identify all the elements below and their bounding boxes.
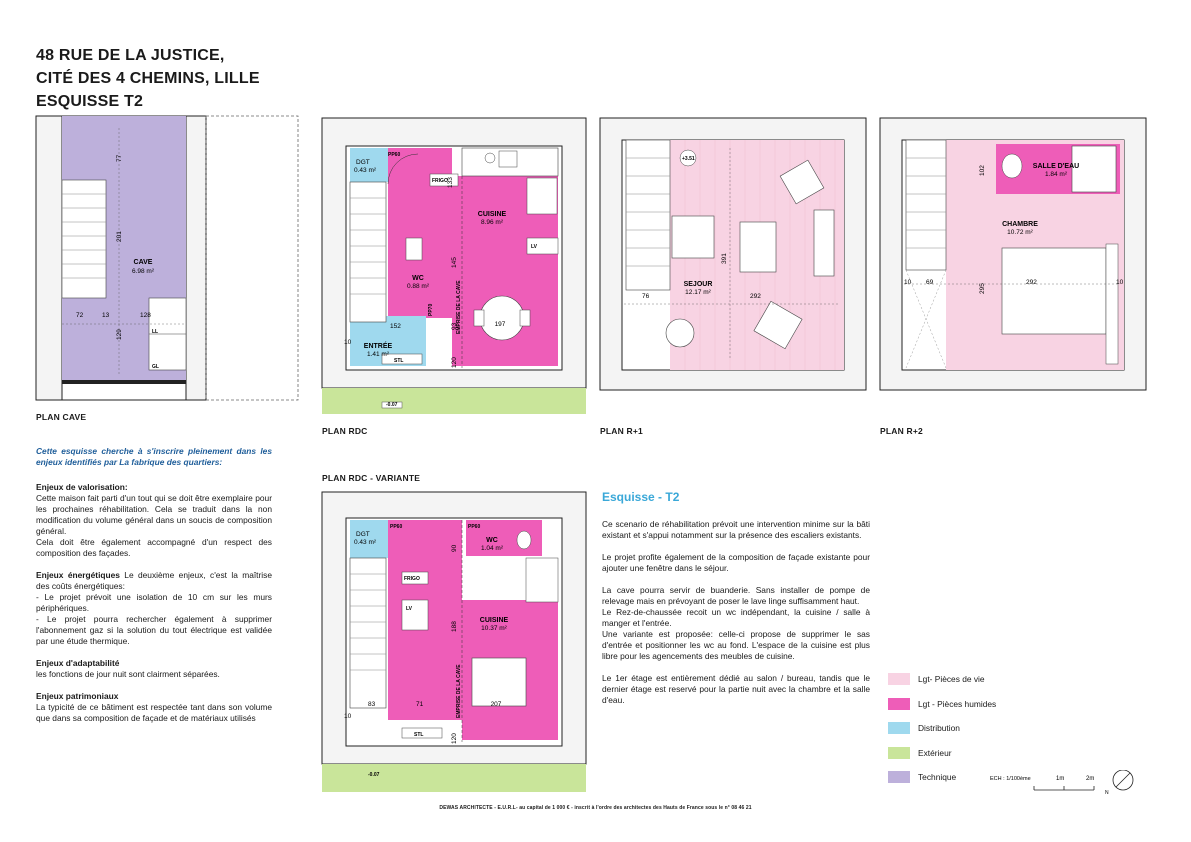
r2-dim-102: 102 — [979, 165, 986, 176]
legend-item — [888, 722, 1088, 736]
legend-label: Extérieur — [918, 748, 952, 758]
rdc-dgt-area: 0.43 m² — [354, 167, 377, 174]
section-adaptabilite — [36, 658, 272, 680]
esquisse-paragraph: Le 1er étage est entièrement dédié au salon / bureau, tandis que le dernier étage est reservé pour la partie nuit avec la chambre et la salle d'eau. — [602, 673, 870, 705]
r2-dim-10-left: 10 — [904, 279, 912, 286]
title-line-1: 48 RUE DE LA JUSTICE, — [36, 47, 225, 64]
rdc-dim-120: 120 — [451, 357, 458, 368]
intro-text: Cette esquisse cherche à s'inscrire pleinement dans les enjeux identifiés par La fabrique des quartiers: — [36, 446, 272, 467]
title-line-2: CITÉ DES 4 CHEMINS, LILLE — [36, 70, 260, 87]
section-body: La typicité de ce bâtiment est respectée tant dans son volume que dans sa composition de façade et de matériaux utilisés — [36, 702, 272, 723]
esquisse-description — [602, 519, 870, 717]
var-tag-lv: LV — [406, 606, 413, 612]
r2-dim-292: 292 — [1026, 279, 1037, 286]
rdc-emprise-cave: EMPRISE DE LA CAVE — [456, 280, 462, 334]
section-body: Le deuxième enjeux, c'est la maîtrise des coûts énergétiques: — [36, 570, 272, 591]
r1-room-name: SEJOUR — [683, 281, 713, 288]
rdc-wc-area: 0.88 m² — [406, 283, 430, 290]
var-dim-83: 83 — [368, 701, 376, 708]
section-heading: Enjeux patrimoniaux — [36, 691, 119, 701]
var-wc-name: WC — [486, 537, 498, 544]
rdc-tag-pp70: PP70 — [428, 303, 434, 316]
rdc-dim-197: 197 — [494, 321, 506, 328]
r1-room-area: 12.17 m² — [685, 289, 711, 296]
plan-cave — [36, 116, 300, 400]
cave-dim-13: 13 — [102, 312, 110, 319]
var-dim-120: 120 — [451, 733, 458, 744]
r2-salle-eau-area: 1.84 m² — [1044, 171, 1068, 178]
var-tag-pp60-2: PP60 — [468, 524, 481, 530]
section-heading: Enjeux d'adaptabilité — [36, 658, 120, 668]
left-description — [36, 446, 272, 735]
var-cuisine-area: 10.37 m² — [481, 625, 507, 632]
r2-dim-295: 295 — [979, 283, 986, 294]
cave-room-area: 6.98 m² — [131, 268, 155, 275]
plan-rdc-variante — [322, 492, 586, 792]
esquisse-title: Esquisse - T2 — [602, 490, 680, 504]
legend-item — [888, 747, 1088, 761]
north-arrow-icon — [1113, 770, 1133, 790]
scale-2m: 2m — [1086, 776, 1095, 782]
cave-room-name: CAVE — [133, 259, 153, 266]
r2-chambre-name: CHAMBRE — [1002, 221, 1038, 228]
esquisse-paragraph: Une variante est proposée: celle-ci propose de supprimer le sas d'entrée et positionner les wc au fond. L'espace de la cuisine est plus libre pour les agencements des meubles de cuisine. — [602, 629, 870, 661]
footer: DEWAS ARCHITECTE - E.U.R.L- au capital de 1 000 € - inscrit à l'ordre des architectes des Hauts de France sous le n° 08 46 21 — [439, 805, 752, 811]
plan-r2 — [880, 118, 1148, 408]
esquisse-paragraph: Ce scenario de réhabilitation prévoit une intervention minime sur la bâti existant et s'appui notamment sur la présence des escaliers existants. — [602, 519, 870, 540]
var-dim-188: 188 — [451, 621, 458, 632]
legend-label: Lgt- Pièces de vie — [918, 674, 985, 684]
section-valorisation — [36, 482, 272, 559]
rdc-dim-10: 10 — [344, 339, 352, 346]
legend-item — [888, 673, 1088, 687]
rdc-entree-name: ENTRÉE — [363, 343, 393, 350]
r2-dim-10-right: 10 — [1116, 279, 1124, 286]
legend-item — [888, 698, 1088, 712]
rdc-dim-145: 145 — [451, 257, 458, 268]
section-body: les fonctions de jour nuit sont clairment séparées. — [36, 669, 220, 679]
esquisse-paragraph: La cave pourra servir de buanderie. Sans installer de pompe de relevage mais en prévoyant de poser le lave linge suffisamment haut. — [602, 585, 870, 606]
var-dim-71: 71 — [416, 701, 424, 708]
r1-dim-292: 292 — [750, 293, 761, 300]
r1-dim-76: 76 — [642, 293, 650, 300]
cave-dim-201: 201 — [116, 231, 123, 242]
section-heading: Enjeux énergétiques — [36, 570, 120, 580]
plan-rdc-variante-label: PLAN RDC - VARIANTE — [322, 473, 421, 483]
cave-tag-gl: GL — [152, 364, 159, 370]
plan-r1-label: PLAN R+1 — [600, 426, 643, 436]
rdc-wc-name: WC — [412, 275, 424, 282]
legend-label: Technique — [918, 772, 957, 782]
rdc-dim-93: 93 — [451, 322, 458, 330]
var-tag-pp60-1: PP60 — [390, 524, 403, 530]
var-cuisine-name: CUISINE — [479, 617, 509, 624]
legend-swatch — [888, 673, 910, 685]
north-label: N — [1105, 790, 1109, 796]
var-tag-frigo: FRIGO — [404, 576, 420, 582]
var-dim-207: 207 — [490, 701, 502, 708]
var-dgt-name: DGT — [356, 531, 370, 538]
cave-dim-77: 77 — [116, 154, 123, 162]
plan-r2-label: PLAN R+2 — [880, 426, 923, 436]
scale-bar — [990, 770, 1140, 800]
rdc-tag-lv: LV — [531, 244, 538, 250]
r2-dim-69: 69 — [926, 279, 934, 286]
rdc-cuisine-area: 8.96 m² — [480, 219, 504, 226]
var-dim-90: 90 — [451, 544, 458, 552]
section-body: - Le projet pourra rechercher également à supprimer l'abonnement gaz si la solution du tout électrique est validée par une étude thermique. — [36, 614, 272, 646]
plan-r1 — [600, 118, 868, 394]
plan-rdc-label: PLAN RDC — [322, 426, 368, 436]
section-body: - Le projet prévoit une isolation de 10 cm sur les murs périphériques. — [36, 592, 272, 613]
cave-tag-ll: LL — [152, 329, 159, 335]
legend-label: Lgt - Pièces humides — [918, 699, 997, 709]
rdc-level: -0.07 — [386, 402, 398, 408]
section-heading: Enjeux de valorisation: — [36, 482, 128, 492]
var-level: -0.07 — [368, 772, 380, 778]
plan-cave-label: PLAN CAVE — [36, 412, 87, 422]
rdc-cuisine-name: CUISINE — [477, 211, 507, 218]
r1-level: +3.51 — [682, 156, 695, 162]
r2-salle-eau-name: SALLE D'EAU — [1032, 163, 1080, 170]
cave-dim-129: 129 — [116, 329, 123, 340]
section-body: Cette maison fait parti d'un tout qui se doit être exemplaire pour les prochaines réhabilitation. Cela se traduit dans la non modification du volume général dans un soucis de composition général. — [36, 493, 272, 536]
rdc-entree-area: 1.41 m² — [366, 351, 390, 358]
legend-swatch — [888, 771, 910, 783]
r1-dim-391: 391 — [721, 253, 728, 264]
cave-dim-128: 128 — [140, 312, 151, 319]
rdc-tag-pp60: PP60 — [388, 152, 401, 158]
esquisse-paragraph: Le projet profite également de la composition de façade existante pour ajouter une fenêtre dans le séjour. — [602, 552, 870, 573]
scale-1m: 1m — [1056, 776, 1065, 782]
rdc-wc-fill — [388, 148, 452, 318]
section-patrimoniaux — [36, 691, 272, 724]
var-dim-10: 10 — [344, 713, 352, 720]
section-energetiques — [36, 570, 272, 647]
legend-swatch — [888, 698, 910, 710]
project-title — [36, 44, 260, 113]
rdc-tag-stl: STL — [394, 358, 404, 364]
plan-rdc — [322, 118, 586, 414]
legend-swatch — [888, 747, 910, 759]
rdc-dgt-name: DGT — [356, 159, 370, 166]
scale-label: ECH : 1/100ème — [990, 776, 1031, 782]
var-wc-area: 1.04 m² — [480, 545, 504, 552]
rdc-dim-152: 152 — [390, 323, 401, 330]
r2-chambre-area: 10.72 m² — [1007, 229, 1033, 236]
title-line-3: ESQUISSE T2 — [36, 93, 144, 110]
rdc-dim-133: 133 — [447, 177, 454, 188]
var-emprise-cave: EMPRISE DE LA CAVE — [456, 664, 462, 718]
legend-label: Distribution — [918, 723, 960, 733]
rdc-tag-frigo: FRIGO — [432, 178, 448, 184]
legend-swatch — [888, 722, 910, 734]
var-dgt-area: 0.43 m² — [354, 539, 377, 546]
esquisse-paragraph: Le Rez-de-chaussée recoit un wc indépendant, la cuisine / salle à manger et l'entrée. — [602, 607, 870, 628]
section-body: Cela doit être également accompagné d'un respect des composition des façades. — [36, 537, 272, 558]
cave-dim-72: 72 — [76, 312, 84, 319]
var-tag-stl: STL — [414, 732, 424, 738]
